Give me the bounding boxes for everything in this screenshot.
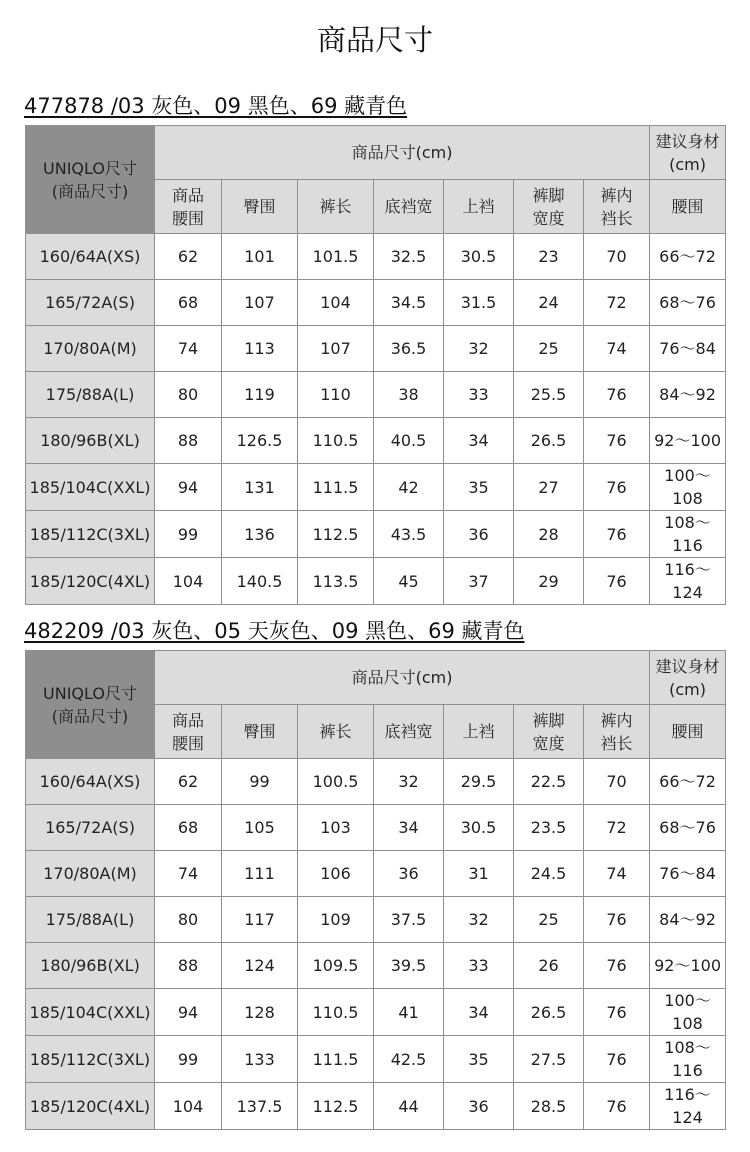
rise-cell: 36 <box>444 511 514 558</box>
hip-cell: 99 <box>222 759 298 805</box>
product-waist-cell: 94 <box>155 464 222 511</box>
crotch-width-cell: 34 <box>374 805 444 851</box>
col-header-hem-width: 裤脚 宽度 <box>514 180 584 234</box>
recommended-body-header: 建议身材 (cm) <box>650 126 726 180</box>
rise-cell: 31.5 <box>444 280 514 326</box>
body-waist-cell: 68～76 <box>650 805 726 851</box>
length-cell: 104 <box>298 280 374 326</box>
size-cell: 185/112C(3XL) <box>26 511 155 558</box>
crotch-width-cell: 37.5 <box>374 897 444 943</box>
size-cell: 170/80A(M) <box>26 851 155 897</box>
product-title-477878: 477878 /03 灰色、09 黑色、69 藏青色 <box>24 94 408 118</box>
inseam-cell: 74 <box>584 851 650 897</box>
table-row <box>26 418 726 464</box>
col-header-length: 裤长 <box>298 180 374 234</box>
inseam-cell: 76 <box>584 989 650 1036</box>
size-cell: 170/80A(M) <box>26 326 155 372</box>
inseam-cell: 72 <box>584 805 650 851</box>
hem-width-cell: 25 <box>514 897 584 943</box>
hem-width-cell: 27.5 <box>514 1036 584 1083</box>
col-header-inseam: 裤内 裆长 <box>584 180 650 234</box>
col-header-rise: 上裆 <box>444 180 514 234</box>
size-cell: 185/104C(XXL) <box>26 464 155 511</box>
product-waist-cell: 62 <box>155 759 222 805</box>
rise-cell: 35 <box>444 464 514 511</box>
product-waist-cell: 68 <box>155 805 222 851</box>
length-cell: 103 <box>298 805 374 851</box>
length-cell: 109.5 <box>298 943 374 989</box>
size-cell: 185/120C(4XL) <box>26 558 155 605</box>
size-cell: 175/88A(L) <box>26 372 155 418</box>
length-cell: 111.5 <box>298 1036 374 1083</box>
table-row <box>26 558 726 605</box>
rise-cell: 34 <box>444 989 514 1036</box>
product-waist-cell: 80 <box>155 372 222 418</box>
hip-cell: 136 <box>222 511 298 558</box>
hip-cell: 107 <box>222 280 298 326</box>
hem-width-cell: 25 <box>514 326 584 372</box>
table-row <box>26 280 726 326</box>
length-cell: 101.5 <box>298 234 374 280</box>
size-cell: 160/64A(XS) <box>26 759 155 805</box>
table-row <box>26 326 726 372</box>
rise-cell: 29.5 <box>444 759 514 805</box>
length-cell: 107 <box>298 326 374 372</box>
crotch-width-cell: 32 <box>374 759 444 805</box>
table-row <box>26 372 726 418</box>
hem-width-cell: 28 <box>514 511 584 558</box>
hip-cell: 137.5 <box>222 1083 298 1130</box>
hem-width-cell: 24 <box>514 280 584 326</box>
crotch-width-cell: 39.5 <box>374 943 444 989</box>
body-waist-cell: 84～92 <box>650 897 726 943</box>
hem-width-cell: 29 <box>514 558 584 605</box>
hem-width-cell: 27 <box>514 464 584 511</box>
col-header-length: 裤长 <box>298 705 374 759</box>
col-header-crotch-width: 底裆宽 <box>374 180 444 234</box>
body-waist-cell: 108～116 <box>650 511 726 558</box>
size-cell: 180/96B(XL) <box>26 418 155 464</box>
hip-cell: 105 <box>222 805 298 851</box>
product-waist-cell: 99 <box>155 1036 222 1083</box>
table-row <box>26 989 726 1036</box>
size-table-477878 <box>25 125 726 605</box>
length-cell: 110 <box>298 372 374 418</box>
crotch-width-cell: 38 <box>374 372 444 418</box>
size-cell: 185/104C(XXL) <box>26 989 155 1036</box>
crotch-width-cell: 42 <box>374 464 444 511</box>
hip-cell: 126.5 <box>222 418 298 464</box>
brand-sub-label: (商品尺寸) <box>51 706 129 726</box>
rise-cell: 34 <box>444 418 514 464</box>
inseam-cell: 76 <box>584 418 650 464</box>
size-cell: 160/64A(XS) <box>26 234 155 280</box>
crotch-width-cell: 34.5 <box>374 280 444 326</box>
length-cell: 112.5 <box>298 511 374 558</box>
rise-cell: 32 <box>444 326 514 372</box>
product-waist-cell: 104 <box>155 558 222 605</box>
body-waist-cell: 92～100 <box>650 418 726 464</box>
inseam-cell: 76 <box>584 558 650 605</box>
table-row <box>26 805 726 851</box>
hem-width-cell: 23 <box>514 234 584 280</box>
col-header-product-waist: 商品 腰围 <box>155 180 222 234</box>
table-row <box>26 943 726 989</box>
product-size-header: 商品尺寸(cm) <box>155 651 650 705</box>
table-row <box>26 234 726 280</box>
body-waist-cell: 92～100 <box>650 943 726 989</box>
inseam-cell: 76 <box>584 943 650 989</box>
crotch-width-cell: 32.5 <box>374 234 444 280</box>
crotch-width-cell: 36.5 <box>374 326 444 372</box>
brand-sub-label: (商品尺寸) <box>51 181 129 201</box>
length-cell: 100.5 <box>298 759 374 805</box>
inseam-cell: 70 <box>584 234 650 280</box>
rise-cell: 37 <box>444 558 514 605</box>
hip-cell: 133 <box>222 1036 298 1083</box>
inseam-cell: 76 <box>584 464 650 511</box>
length-cell: 111.5 <box>298 464 374 511</box>
product-waist-cell: 88 <box>155 418 222 464</box>
hip-cell: 117 <box>222 897 298 943</box>
hem-width-cell: 26 <box>514 943 584 989</box>
body-waist-cell: 100～108 <box>650 989 726 1036</box>
body-waist-cell: 84～92 <box>650 372 726 418</box>
rise-cell: 33 <box>444 372 514 418</box>
body-waist-cell: 116～124 <box>650 1083 726 1130</box>
product-waist-cell: 94 <box>155 989 222 1036</box>
inseam-cell: 76 <box>584 511 650 558</box>
rise-cell: 31 <box>444 851 514 897</box>
size-cell: 185/120C(4XL) <box>26 1083 155 1130</box>
length-cell: 113.5 <box>298 558 374 605</box>
crotch-width-cell: 43.5 <box>374 511 444 558</box>
product-waist-cell: 74 <box>155 326 222 372</box>
brand-size-header <box>26 126 155 234</box>
hem-width-cell: 26.5 <box>514 989 584 1036</box>
inseam-cell: 70 <box>584 759 650 805</box>
size-cell: 165/72A(S) <box>26 280 155 326</box>
table-row <box>26 464 726 511</box>
inseam-cell: 76 <box>584 897 650 943</box>
inseam-cell: 74 <box>584 326 650 372</box>
body-waist-cell: 68～76 <box>650 280 726 326</box>
col-header-crotch-width: 底裆宽 <box>374 705 444 759</box>
rise-cell: 33 <box>444 943 514 989</box>
size-cell: 185/112C(3XL) <box>26 1036 155 1083</box>
hem-width-cell: 25.5 <box>514 372 584 418</box>
product-waist-cell: 88 <box>155 943 222 989</box>
rise-cell: 35 <box>444 1036 514 1083</box>
col-header-rise: 上裆 <box>444 705 514 759</box>
product-size-header: 商品尺寸(cm) <box>155 126 650 180</box>
size-table-482209 <box>25 650 726 1130</box>
col-header-hip: 臀围 <box>222 705 298 759</box>
inseam-cell: 72 <box>584 280 650 326</box>
size-cell: 165/72A(S) <box>26 805 155 851</box>
table-row <box>26 1083 726 1130</box>
hem-width-cell: 26.5 <box>514 418 584 464</box>
rise-cell: 30.5 <box>444 234 514 280</box>
hip-cell: 128 <box>222 989 298 1036</box>
crotch-width-cell: 41 <box>374 989 444 1036</box>
recommended-body-header: 建议身材 (cm) <box>650 651 726 705</box>
length-cell: 109 <box>298 897 374 943</box>
product-waist-cell: 80 <box>155 897 222 943</box>
hip-cell: 124 <box>222 943 298 989</box>
table-row <box>26 511 726 558</box>
col-header-hip: 臀围 <box>222 180 298 234</box>
body-waist-cell: 66～72 <box>650 759 726 805</box>
hem-width-cell: 24.5 <box>514 851 584 897</box>
page-title: 商品尺寸 <box>316 23 433 57</box>
hem-width-cell: 28.5 <box>514 1083 584 1130</box>
body-waist-cell: 108～116 <box>650 1036 726 1083</box>
length-cell: 110.5 <box>298 989 374 1036</box>
hem-width-cell: 22.5 <box>514 759 584 805</box>
body-waist-cell: 66～72 <box>650 234 726 280</box>
hem-width-cell: 23.5 <box>514 805 584 851</box>
hip-cell: 140.5 <box>222 558 298 605</box>
rise-cell: 32 <box>444 897 514 943</box>
brand-label: UNIQLO尺寸 <box>43 158 137 178</box>
crotch-width-cell: 40.5 <box>374 418 444 464</box>
inseam-cell: 76 <box>584 372 650 418</box>
col-header-body-waist: 腰围 <box>650 180 726 234</box>
length-cell: 110.5 <box>298 418 374 464</box>
product-waist-cell: 68 <box>155 280 222 326</box>
rise-cell: 36 <box>444 1083 514 1130</box>
crotch-width-cell: 45 <box>374 558 444 605</box>
length-cell: 106 <box>298 851 374 897</box>
body-waist-cell: 100～108 <box>650 464 726 511</box>
product-waist-cell: 104 <box>155 1083 222 1130</box>
table-row <box>26 1036 726 1083</box>
col-header-product-waist: 商品 腰围 <box>155 705 222 759</box>
table-row <box>26 851 726 897</box>
product-waist-cell: 62 <box>155 234 222 280</box>
table-row <box>26 897 726 943</box>
body-waist-cell: 76～84 <box>650 326 726 372</box>
inseam-cell: 76 <box>584 1083 650 1130</box>
col-header-body-waist: 腰围 <box>650 705 726 759</box>
hip-cell: 111 <box>222 851 298 897</box>
brand-label: UNIQLO尺寸 <box>43 683 137 703</box>
body-waist-cell: 76～84 <box>650 851 726 897</box>
crotch-width-cell: 44 <box>374 1083 444 1130</box>
product-waist-cell: 74 <box>155 851 222 897</box>
crotch-width-cell: 36 <box>374 851 444 897</box>
crotch-width-cell: 42.5 <box>374 1036 444 1083</box>
hip-cell: 119 <box>222 372 298 418</box>
length-cell: 112.5 <box>298 1083 374 1130</box>
body-waist-cell: 116～124 <box>650 558 726 605</box>
table-row <box>26 759 726 805</box>
col-header-hem-width: 裤脚 宽度 <box>514 705 584 759</box>
size-cell: 175/88A(L) <box>26 897 155 943</box>
product-waist-cell: 99 <box>155 511 222 558</box>
inseam-cell: 76 <box>584 1036 650 1083</box>
rise-cell: 30.5 <box>444 805 514 851</box>
size-cell: 180/96B(XL) <box>26 943 155 989</box>
col-header-inseam: 裤内 裆长 <box>584 705 650 759</box>
hip-cell: 101 <box>222 234 298 280</box>
product-title-482209: 482209 /03 灰色、05 天灰色、09 黑色、69 藏青色 <box>24 619 525 643</box>
hip-cell: 113 <box>222 326 298 372</box>
brand-size-header <box>26 651 155 759</box>
hip-cell: 131 <box>222 464 298 511</box>
